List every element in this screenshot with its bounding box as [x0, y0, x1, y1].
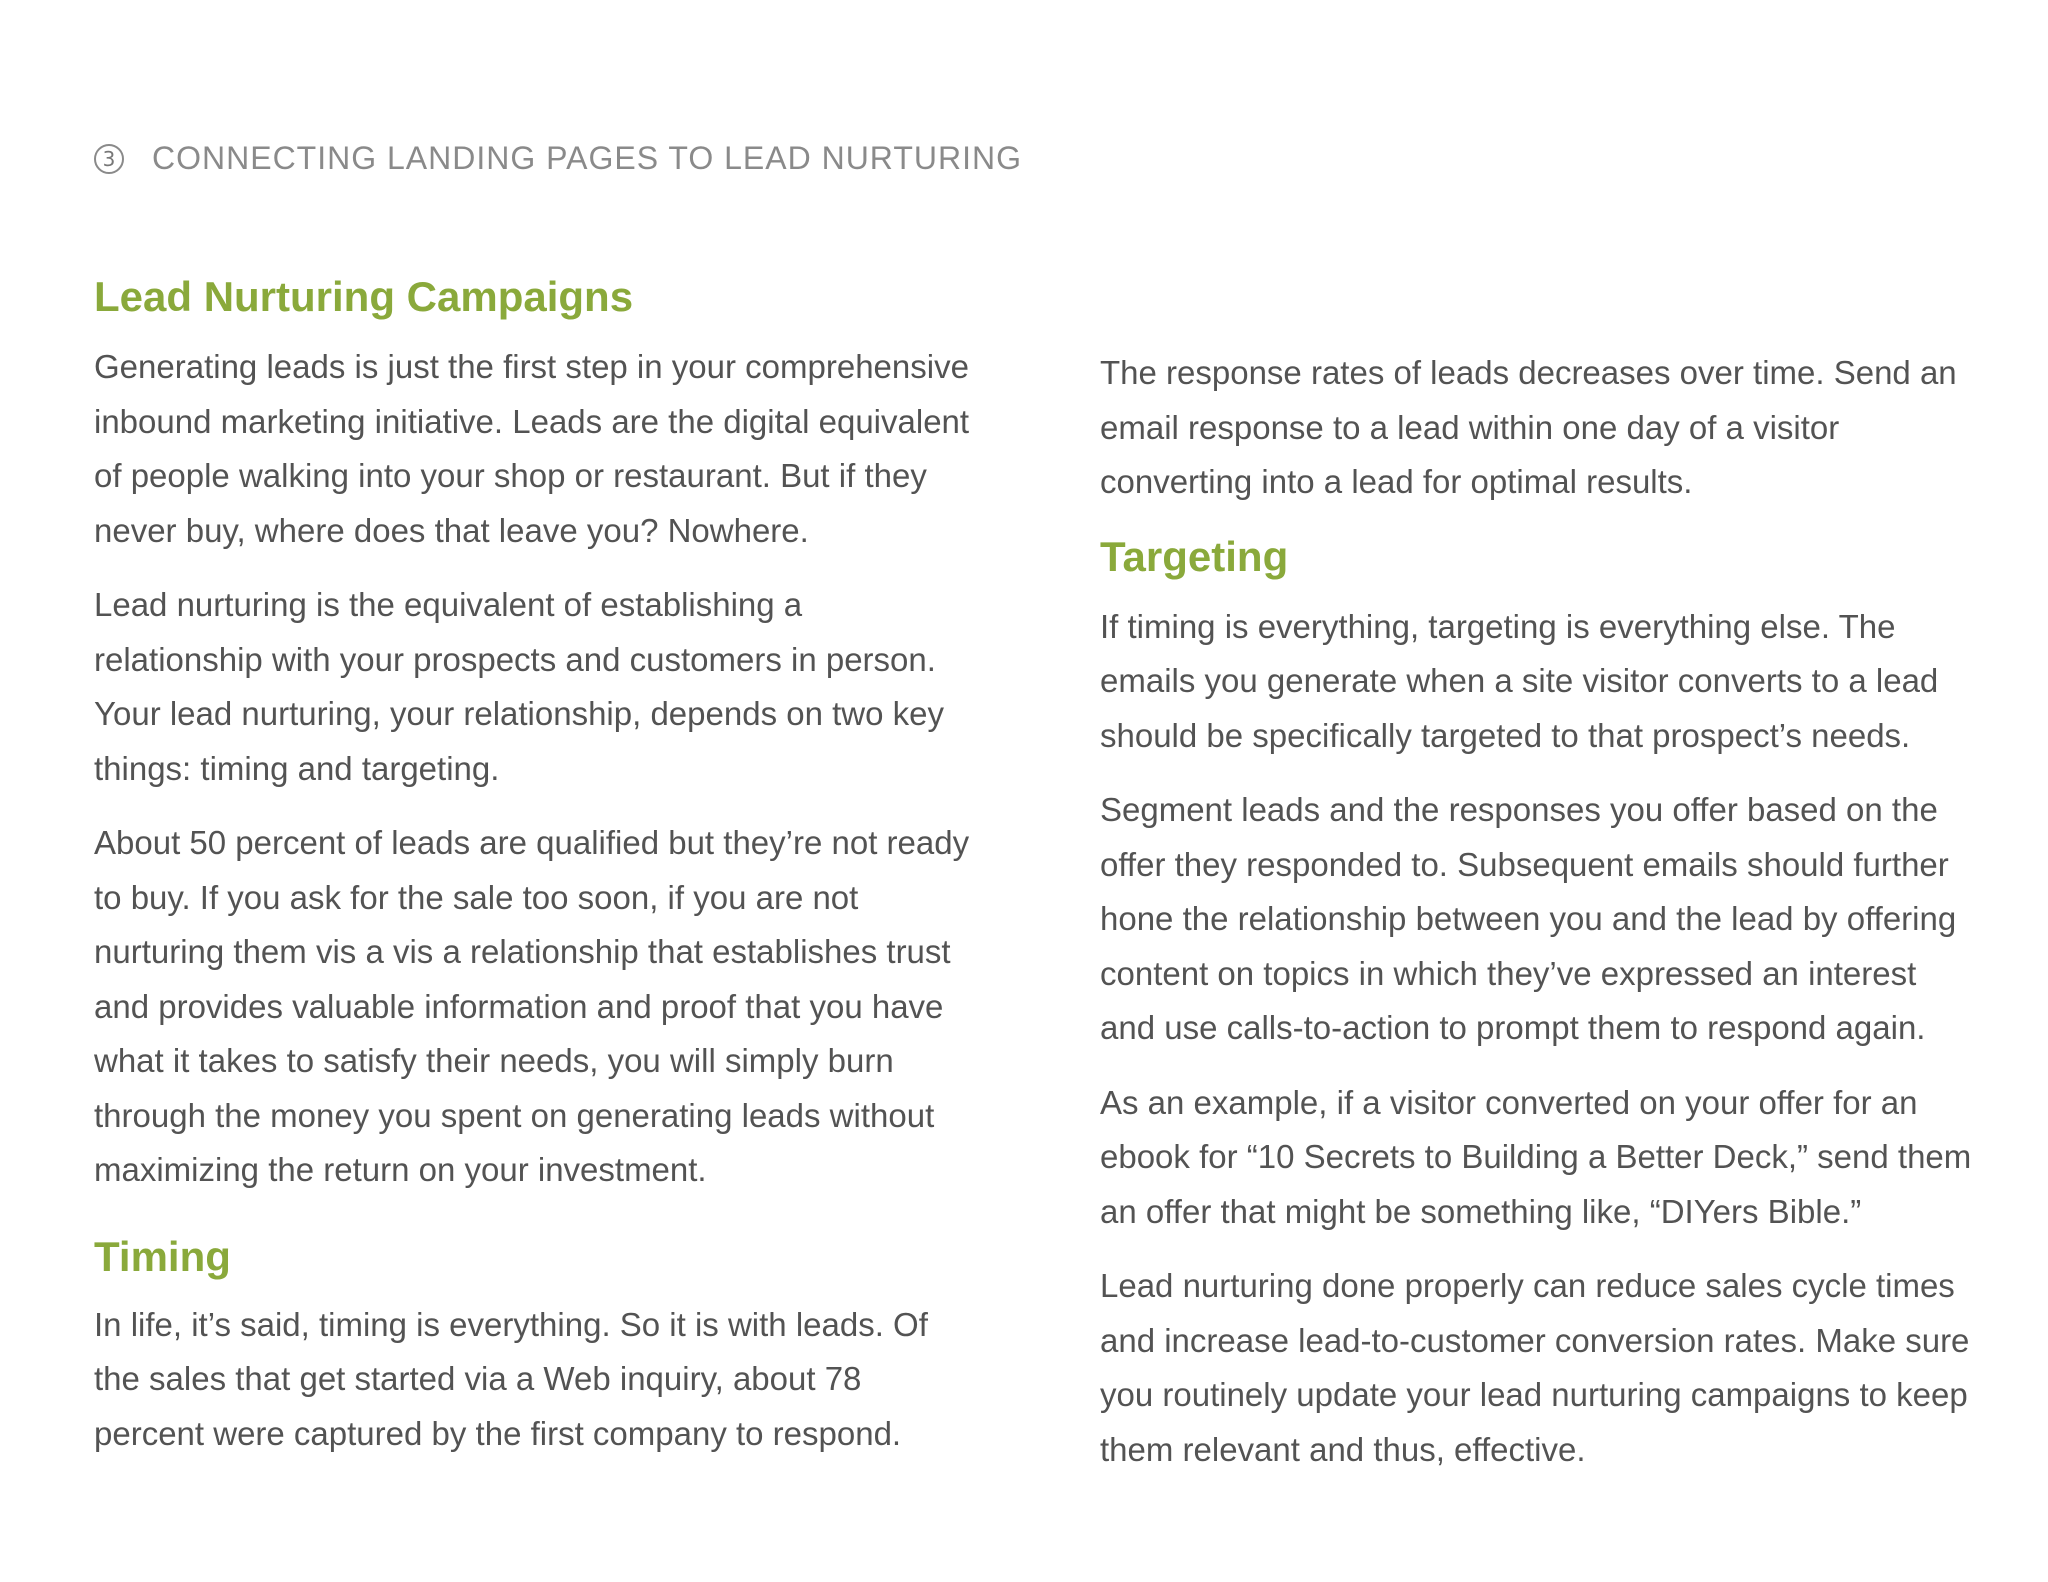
paragraph: Lead nurturing is the equivalent of establishing a relationship with your prospects and customers in person. Your lead nurturing, your relationship, depends on two key things: timing and targeting.: [94, 586, 944, 787]
right-column: [1100, 346, 1980, 1497]
paragraph: In life, it’s said, timing is everything. So it is with leads. Of the sales that get started via a Web inquiry, about 78 percent were captured by the first company to respond.: [94, 1305, 928, 1452]
chapter-number-badge: 3: [94, 144, 124, 174]
left-column: [94, 270, 974, 1481]
section-heading-lead-nurturing: Lead Nurturing Campaigns: [94, 273, 634, 320]
paragraph: As an example, if a visitor converted on your offer for an ebook for “10 Secrets to Building a Better Deck,” send them an offer that might be something like, “DIYers Bible.”: [1100, 1083, 1972, 1230]
section-heading-targeting: Targeting: [1100, 532, 1289, 580]
section-heading-timing: Timing: [94, 1232, 231, 1280]
paragraph: Segment leads and the responses you offer based on the offer they responded to. Subsequent emails should further hone the relationship between you and the lead by offering content on topics in which they’ve expressed an interest and use calls-to-action to prompt them to respond again.: [1100, 791, 1957, 1046]
chapter-title: CONNECTING LANDING PAGES TO LEAD NURTURING: [152, 140, 1022, 176]
paragraph: The response rates of leads decreases over time. Send an email response to a lead within one day of a visitor converting into a lead for optimal results.: [1100, 354, 1957, 500]
paragraph: Lead nurturing done properly can reduce sales cycle times and increase lead-to-customer conversion rates. Make sure you routinely update your lead nurturing campaigns to keep them relevant and thus, effective.: [1100, 1267, 1970, 1468]
paragraph: Generating leads is just the first step in your comprehensive inbound marketing initiative. Leads are the digital equivalent of people walking into your shop or restaurant. But if they never buy, where does that leave you? Nowhere.: [94, 348, 970, 549]
chapter-header: [94, 140, 1022, 177]
paragraph: About 50 percent of leads are qualified but they’re not ready to buy. If you ask for the sale too soon, if you are not nurturing them vis a vis a relationship that establishes trust and provides valuable information and proof that you have what it takes to satisfy their needs, you will simply burn through the money you spent on generating leads without maximizing the return on your investment.: [94, 824, 970, 1188]
paragraph: If timing is everything, targeting is everything else. The emails you generate when a site visitor converts to a lead should be specifically targeted to that prospect’s needs.: [1100, 607, 1939, 754]
